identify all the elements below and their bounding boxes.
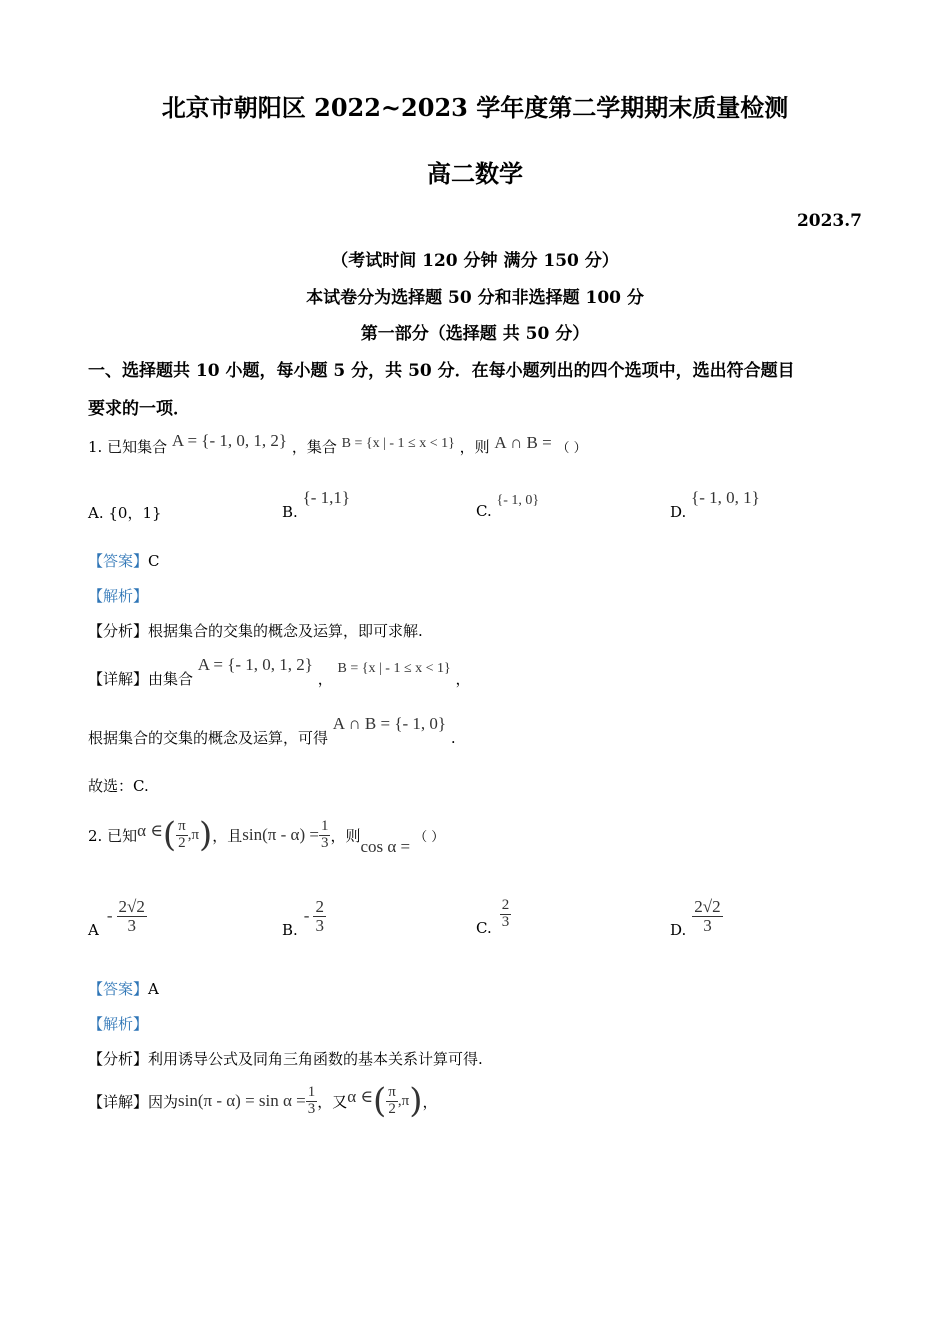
q2-option-b-den: 3 — [315, 915, 324, 935]
q2-one: 1 — [320, 817, 329, 834]
q2-detail-alpha-in: α ∈ — [347, 1087, 374, 1106]
q2-detail-prefix: 【详解】因为 — [88, 1092, 179, 1111]
q1-option-d — [670, 488, 760, 522]
q2-option-b-label: B. — [282, 921, 298, 940]
q2-option-c-label: C. — [476, 919, 492, 938]
q1-option-d-math: {- 1, 0, 1} — [691, 488, 760, 507]
q2-analysis-tag: 【解析】 — [88, 1015, 149, 1033]
q2-detail-one-third — [306, 1085, 318, 1118]
q2-pi-over-2 — [176, 819, 188, 852]
q1-detail-comma: ， — [317, 670, 333, 688]
q2-option-c-den: 3 — [501, 913, 510, 930]
q2-three: 3 — [320, 834, 329, 851]
q2-option-a-den: 3 — [127, 915, 136, 935]
q1-detail-b: B = {x | - 1 ≤ x < 1} — [337, 661, 451, 676]
exam-date: 2023.7 — [796, 211, 862, 231]
q1-result — [88, 714, 456, 748]
q2-option-d-den: 3 — [703, 915, 712, 935]
q1-prefix: 1. 已知集合 — [88, 438, 168, 456]
exam-info: （考试时间 120 分钟 满分 150 分） — [331, 251, 619, 271]
subject-title: 高二数学 — [427, 159, 523, 188]
q1-detail-prefix: 【详解】由集合 — [88, 670, 194, 688]
q2-qie: ，且 — [212, 826, 243, 845]
q2-option-b-num: 2 — [315, 897, 324, 916]
q2-option-c — [476, 897, 511, 938]
q1-result-math: A ∩ B = {- 1, 0} — [332, 714, 447, 733]
q2-prefix: 2. 已知 — [88, 826, 138, 845]
q2-alpha-in: α ∈ — [137, 821, 163, 840]
q2-option-d — [670, 897, 723, 940]
q1-option-a — [88, 502, 162, 523]
part1-title: 第一部分（选择题 共 50 分） — [360, 324, 590, 344]
q2-interval-close: ) — [199, 815, 213, 855]
exam-title: 北京市朝阳区 2022~2023 学年度第二学期期末质量检测 — [161, 93, 789, 122]
q2-detail-three: 3 — [307, 1100, 316, 1117]
q2-option-d-label: D. — [670, 921, 687, 940]
q2-ze: ，则 — [330, 826, 361, 845]
q2-pi: π — [178, 817, 186, 834]
q2-option-a-frac — [117, 898, 147, 935]
q2-option-a — [88, 897, 147, 940]
q2-option-a-num: 2√2 — [118, 897, 145, 916]
q1-set-b: B = {x | - 1 ≤ x < 1} — [341, 436, 455, 451]
q2-detail-you: ，又 — [317, 1092, 348, 1111]
q2-detail-two: 2 — [388, 1100, 396, 1117]
q2-stem — [88, 815, 445, 856]
q1-result-prefix: 根据集合的交集的概念及运算，可得 — [88, 729, 329, 747]
q1-answer — [88, 550, 160, 571]
q1-option-c — [476, 493, 540, 521]
q1-option-c-label: C. — [476, 502, 492, 520]
q2-detail-pi-over-2 — [386, 1085, 398, 1118]
q1-detail — [88, 655, 471, 689]
q2-option-a-label: A — [88, 921, 99, 940]
q2-option-d-num: 2√2 — [694, 897, 721, 916]
q2-sin-expr: sin(π - α) = — [242, 825, 319, 844]
q1-blank: （ ） — [556, 441, 587, 456]
q1-then: ，则 — [459, 438, 490, 456]
q2-comma-pi: ,π — [187, 826, 200, 843]
q2-detail-one: 1 — [307, 1083, 316, 1100]
q1-detail-end: ， — [455, 670, 471, 688]
split-info: 本试卷分为选择题 50 分和非选择题 100 分 — [306, 288, 644, 308]
q2-fenxi: 【分析】利用诱导公式及同角三角函数的基本关系计算可得. — [88, 1050, 483, 1068]
q1-answer-tag: 【答案】 — [88, 552, 149, 570]
section1-instructions-line1: 一、选择题共 10 小题，每小题 5 分，共 50 分．在每小题列出的四个选项中，选出符合题目 — [88, 361, 795, 381]
q1-mid: ，集合 — [291, 438, 337, 456]
q1-detail-a: A = {- 1, 0, 1, 2} — [197, 655, 313, 674]
q2-option-a-sign: - — [106, 906, 113, 926]
q2-cos-expr: cos α = — [360, 837, 411, 856]
q2-detail-sin: sin(π - α) = sin α = — [178, 1091, 306, 1110]
q1-set-a: A = {- 1, 0, 1, 2} — [171, 431, 288, 450]
q2-detail-comma-pi: ,π — [397, 1092, 410, 1109]
q1-analysis-tag: 【解析】 — [88, 587, 149, 605]
q1-choice: 故选：C. — [88, 777, 149, 795]
q2-blank: （ ） — [414, 829, 445, 845]
q2-option-c-frac — [500, 898, 512, 931]
q2-detail-pi: π — [388, 1083, 396, 1100]
q2-option-c-num: 2 — [501, 897, 510, 913]
q2-detail — [88, 1081, 438, 1121]
q2-two: 2 — [178, 834, 186, 851]
q1-option-b-math: {- 1,1} — [302, 488, 351, 507]
q1-option-b-label: B. — [282, 503, 298, 521]
q1-option-c-math: {- 1, 0} — [496, 493, 540, 508]
q2-option-d-frac — [692, 898, 722, 935]
q2-answer-tag: 【答案】 — [88, 980, 149, 998]
q2-option-b-sign: - — [303, 906, 310, 926]
q2-option-b-frac — [313, 898, 326, 935]
q1-stem — [88, 431, 587, 457]
q1-result-end: . — [450, 729, 456, 747]
q2-detail-end: ， — [422, 1092, 438, 1111]
q2-detail-interval: ( — [373, 1081, 387, 1121]
q1-expr: A ∩ B = — [494, 433, 552, 452]
q1-option-a-label: A. {0，1} — [88, 504, 162, 522]
q2-detail-interval-close: ) — [409, 1081, 423, 1121]
q2-answer — [88, 978, 159, 999]
q2-interval: ( — [162, 815, 177, 855]
q1-option-d-label: D. — [670, 503, 687, 521]
q2-answer-value: A — [148, 980, 159, 998]
section1-instructions-line2: 要求的一项． — [88, 399, 190, 419]
q1-fenxi: 【分析】根据集合的交集的概念及运算，即可求解. — [88, 622, 423, 640]
q1-answer-value: C — [148, 552, 160, 570]
q2-one-third — [319, 819, 331, 852]
q1-option-b — [282, 488, 351, 522]
q2-option-b — [282, 897, 326, 940]
